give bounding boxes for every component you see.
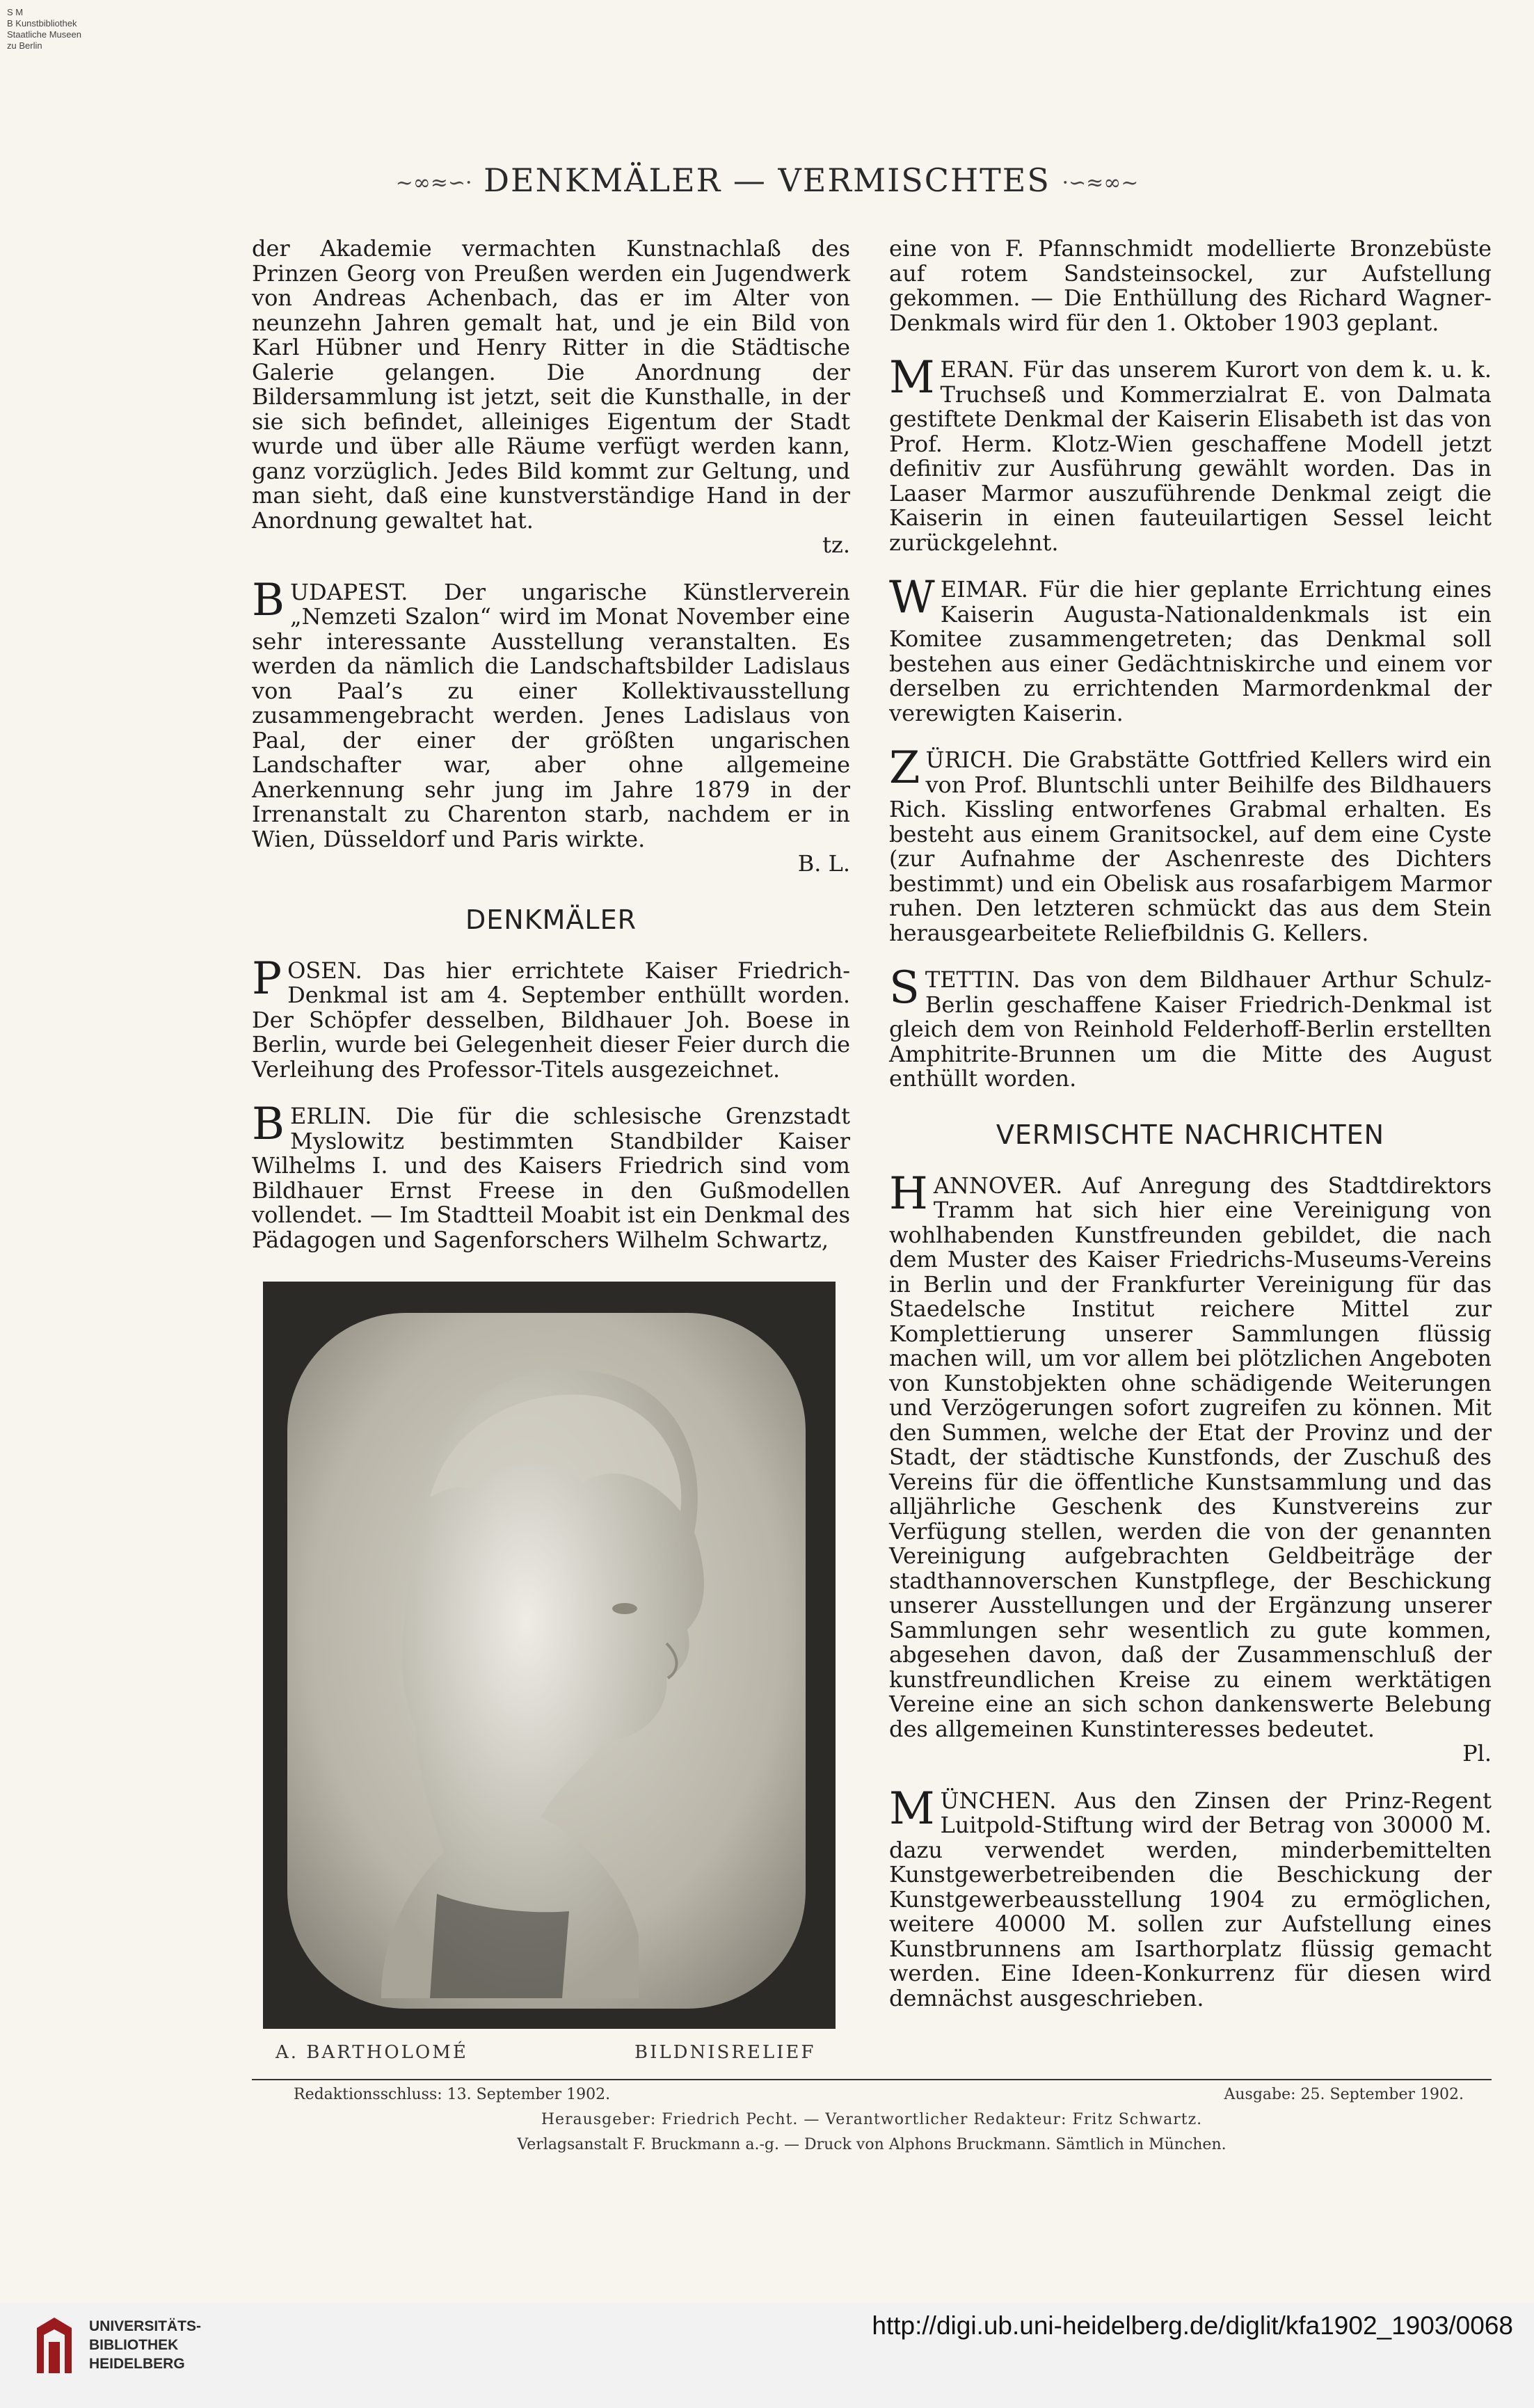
article-paragraph (889, 237, 1492, 335)
drop-initial: S (889, 962, 920, 1014)
drop-initial: B (252, 1099, 285, 1150)
article-paragraph (889, 742, 1492, 946)
drop-initial: P (252, 952, 282, 1005)
library-name-line: UNIVERSITÄTS- (89, 2318, 202, 2334)
article-paragraph (252, 1099, 850, 1253)
page-header (0, 161, 1534, 199)
page-title: DENKMÄLER — VERMISCHTES (484, 161, 1050, 199)
drop-initial: M (889, 1783, 935, 1835)
drop-initial: Z (889, 742, 920, 794)
relief-photograph (263, 1282, 836, 2029)
paragraph-text: ERAN. Für das unserem Kurort von dem k. u. k. Truchseß und Kommerzialrat E. von Dalmata gestiftete Denkmal der Kaiserin Elisabeth ist das von Prof. Herm. Klotz-Wien geschaffene Modell jetzt definitiv zur Ausführung gewählt worden. Das in Laaser Marmor auszuführende Denkmal zeigt die Kaiserin in einen fauteuilartigen Sessel leicht zurückgelehnt. (889, 356, 1492, 556)
stamp-line: Staatliche Museen (7, 29, 81, 40)
stamp-line: S M (7, 7, 24, 17)
university-library-logo-icon (33, 2314, 75, 2377)
paragraph-text: TETTIN. Das von dem Bildhauer Arthur Schulz-Berlin geschaffene Kaiser Friedrich-Denkmal ist gleich dem von Reinhold Felderhoff-Berlin erstellten Amphitrite-Brunnen um die Mitte des August enthüllt worden. (889, 966, 1492, 1092)
paragraph-text: ÜNCHEN. Aus den Zinsen der Prinz-Regent Luitpold-Stiftung wird der Betrag von 30000 M. dazu verwendet werden, minderbemittelten Kunstgewerbetreibenden die Beschickung der Kunstgewerbeausstellung 1904 zu ermöglichen, weitere 40000 M. sollen zur Aufstellung eines Kunstbrunnens am Isarthorplatz flüssig gemacht werden. Eine Ideen-Konkurrenz für diesen wird demnächst ausgeschrieben. (889, 1787, 1492, 2011)
article-paragraph (252, 237, 850, 558)
left-column (252, 237, 850, 1252)
paragraph-text: OSEN. Das hier errichtete Kaiser Friedrich-Denkmal ist am 4. September enthüllt worden. Der Schöpfer desselben, Bildhauer Joh. Boese in Berlin, wurde bei Gelegenheit dieser Feier durch die Verleihung des Professor-Titels ausgezeichnet. (252, 957, 850, 1083)
drop-initial: M (889, 352, 935, 404)
figure-caption-title: BILDNISRELIEF (634, 2042, 816, 2063)
ornament-left-icon: ~∞≈∽· (395, 170, 472, 196)
imprint-publisher: Verlagsanstalt F. Bruckmann a.-g. — Druck von Alphons Bruckmann. Sämtlich in München. (517, 2136, 1227, 2153)
article-paragraph (889, 962, 1492, 1092)
paragraph-text: UDAPEST. Der ungarische Künstlerverein „Nemzeti Szalon“ wird im Monat November eine sehr interessante Ausstellung veranstalten. Es werden da nämlich die Landschaftsbilder Ladislaus von Paal’s zu einer Kollektivausstellung zusammengebracht werden. Jenes Ladislaus von Paal, der einer der größten ungarischen Landschafter war, aber ohne allgemeine Anerkennung sehr jung im Jahre 1879 in der Irrenanstalt zu Charenton starb, nachdem er in Wien, Düsseldorf und Paris wirkte. (252, 578, 850, 852)
library-stamp (7, 7, 81, 51)
article-paragraph (889, 1167, 1492, 1767)
permalink-url[interactable]: http://digi.ub.uni-heidelberg.de/diglit/kfa1902_1903/0068 (872, 2311, 1513, 2340)
drop-initial: W (889, 572, 935, 623)
paragraph-text: der Akademie vermachten Kunstnachlaß des Prinzen Georg von Preußen werden ein Jugendwerk von Andreas Achenbach, das er im Alter von neunzehn Jahren gemalt hat, und je ein Bild von Karl Hübner und Henry Ritter in die Städtische Galerie gelangen. Die Anordnung der Bildersammlung ist jetzt, seit die Kunsthalle, in der sie sich befindet, alleiniges Eigentum der Stadt wurde und über alle Räume verfügt werden kann, ganz vorzüglich. Jedes Bild kommt zur Geltung, und man sieht, daß eine kunstverständige Hand in der Anordnung gewaltet hat. (252, 235, 850, 534)
library-name (89, 2317, 201, 2373)
imprint-editors: Herausgeber: Friedrich Pecht. — Verantwortlicher Redakteur: Fritz Schwartz. (541, 2111, 1203, 2128)
library-name-line: BIBLIOTHEK (89, 2337, 179, 2353)
relief-portrait-image (263, 1282, 836, 2029)
issue-date: Ausgabe: 25. September 1902. (1224, 2086, 1464, 2103)
ornament-right-icon: ·∽≈∞~ (1062, 170, 1139, 196)
paragraph-text: ERLIN. Die für die schlesische Grenzstadt Myslowitz bestimmten Standbilder Kaiser Wilhelms I. und des Kaisers Friedrich sind vom Bildhauer Ernst Freese in den Gußmodellen vollendet. — Im Stadtteil Moabit ist ein Denkmal des Pädagogen und Sagenforschers Wilhelm Schwartz, (252, 1103, 850, 1253)
article-paragraph (252, 952, 850, 1083)
paragraph-text: EIMAR. Für die hier geplante Errichtung eines Kaiserin Augusta-Nationaldenkmals ist ein Komitee zusammengetreten; das Denkmal soll bestehen aus einer Gedächtniskirche und einem vor derselben zu errichtenden Marmordenkmal der verewigten Kaiserin. (889, 576, 1492, 726)
article-paragraph (889, 572, 1492, 726)
figure-caption-artist: A. BARTHOLOMÉ (275, 2042, 468, 2063)
article-paragraph (252, 574, 850, 877)
stamp-line: B Kunstbibliothek (7, 18, 77, 29)
drop-initial: H (889, 1167, 928, 1220)
stamp-line: zu Berlin (7, 40, 42, 51)
signature: tz. (822, 532, 850, 558)
paragraph-text: eine von F. Pfannschmidt modellierte Bronzebüste auf rotem Sandsteinsockel, zur Aufstellung gekommen. — Die Enthüllung des Richard Wagner-Denkmals wird für den 1. Oktober 1903 geplant. (889, 235, 1492, 336)
article-paragraph (889, 1783, 1492, 2011)
imprint-divider (252, 2079, 1492, 2080)
signature: Pl. (1462, 1740, 1492, 1767)
editorial-deadline: Redaktionsschluss: 13. September 1902. (294, 2086, 611, 2103)
right-column (889, 237, 1492, 2011)
imprint-dates (252, 2086, 1492, 2103)
drop-initial: B (252, 574, 285, 626)
library-name-line: HEIDELBERG (89, 2356, 185, 2372)
signature: B. L. (797, 850, 850, 877)
section-title: DENKMÄLER (465, 904, 637, 935)
paragraph-text: ÜRICH. Die Grabstätte Gottfried Kellers wird ein von Prof. Bluntschli unter Beihilfe des Bildhauers Rich. Kissling entworfenes Grabmal erhalten. Es besteht aus einem Granitsockel, auf dem eine Cyste (zur Aufnahme der Aschenreste des Dichters bestimmt) und ein Obelisk aus rosafarbigem Marmor ruhen. Den letzteren schmückt das aus dem Stein herausgearbeitete Reliefbildnis G. Kellers. (889, 747, 1492, 946)
article-paragraph (889, 352, 1492, 556)
paragraph-text: ANNOVER. Auf Anregung des Stadtdirektors Tramm hat sich hier eine Vereinigung von wohlhabenden Kunstfreunden gebildet, die nach dem Muster des Kaiser Friedrichs-Museums-Vereins in Berlin und der Frankfurter Vereinigung für das Staedelsche Institut reichere Mittel zur Komplettierung unserer Sammlungen flüssig machen will, um vor allem bei plötzlichen Angeboten von Kunstobjekten ohne schädigende Weiterungen und Verzögerungen sofort zugreifen zu können. Mit den Summen, welche der Etat der Provinz und der Stadt, der städtische Kunstfonds, der Zuschuß des Vereins für die öffentliche Kunstsammlung und das alljährliche Geschenk des Kunstvereins zur Verfügung stellen, werden die von der genannten Vereinigung aufgebrachten Geldbeiträge der stadthannoverschen Kunstpflege, der Beschickung unserer Ausstellungen und der Ergänzung unserer Sammlungen sehr wesentlich zu gute kommen, abgesehen davon, daß der Zusammenschluß der kunstfreundlichen Kreise zu einem werktätigen Vereine eine an sich schon dankenswerte Belebung des allgemeinen Kunstinteresses bedeutet. (889, 1172, 1492, 1742)
section-title: VERMISCHTE NACHRICHTEN (996, 1119, 1385, 1150)
